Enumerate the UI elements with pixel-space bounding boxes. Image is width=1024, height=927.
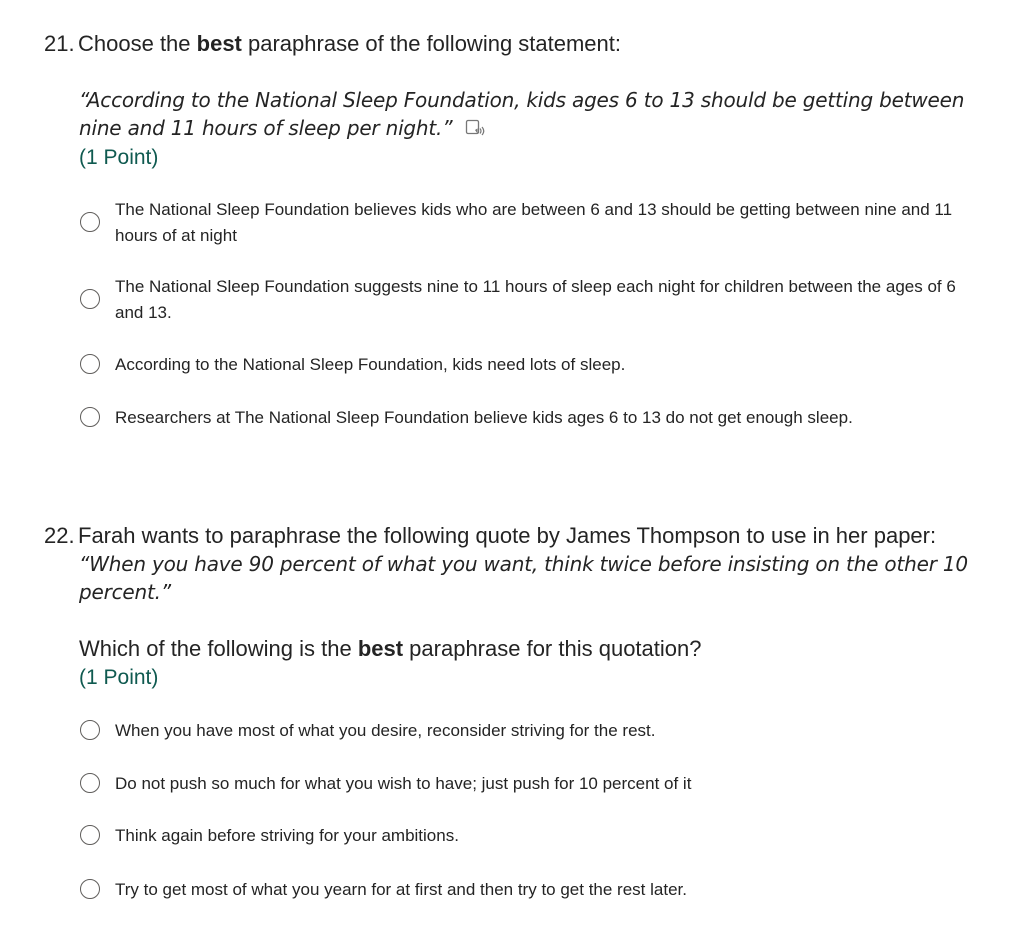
immersive-reader-icon[interactable]	[465, 117, 487, 145]
radio-button[interactable]	[80, 354, 100, 374]
radio-button[interactable]	[80, 879, 100, 899]
radio-button[interactable]	[80, 407, 100, 427]
radio-button[interactable]	[80, 773, 100, 793]
question-22-quote: “When you have 90 percent of what you want, think twice before insisting on the other 10 percent.”	[79, 552, 968, 604]
question-21-number: 21.	[44, 31, 75, 56]
option-label: The National Sleep Foundation suggests nine to 11 hours of sleep each night for children between the ages of 6 and 13.	[115, 277, 956, 322]
option-label: The National Sleep Foundation believes kids who are between 6 and 13 should be getting between nine and 11 hours of at night	[115, 200, 953, 245]
radio-button[interactable]	[80, 289, 100, 309]
option-label: Researchers at The National Sleep Foundation believe kids ages 6 to 13 do not get enough sleep.	[115, 408, 853, 427]
radio-button[interactable]	[80, 825, 100, 845]
question-22-points: (1 Point)	[79, 666, 159, 689]
question-21-title	[44, 30, 621, 58]
question-22-followup: Which of the following is the best paraphrase for this quotation?	[79, 636, 702, 661]
question-22-number: 22.	[44, 523, 75, 548]
question-21-points: (1 Point)	[79, 146, 159, 169]
option-label: According to the National Sleep Foundation, kids need lots of sleep.	[115, 355, 626, 374]
question-22-prompt: Farah wants to paraphrase the following quote by James Thompson to use in her paper:	[78, 523, 937, 548]
option-label: Do not push so much for what you wish to have; just push for 10 percent of it	[115, 774, 692, 793]
question-21-quote: “According to the National Sleep Foundation, kids ages 6 to 13 should be getting between nine and 11 hours of sleep per night.”	[79, 86, 1009, 145]
question-21-prompt: Choose the best paraphrase of the following statement:	[78, 31, 622, 56]
radio-button[interactable]	[80, 720, 100, 740]
question-22-title	[44, 522, 1004, 550]
option-label: When you have most of what you desire, reconsider striving for the rest.	[115, 721, 656, 740]
option-label: Think again before striving for your ambitions.	[115, 826, 459, 845]
option-label: Try to get most of what you yearn for at first and then try to get the rest later.	[115, 880, 687, 899]
radio-button[interactable]	[80, 212, 100, 232]
